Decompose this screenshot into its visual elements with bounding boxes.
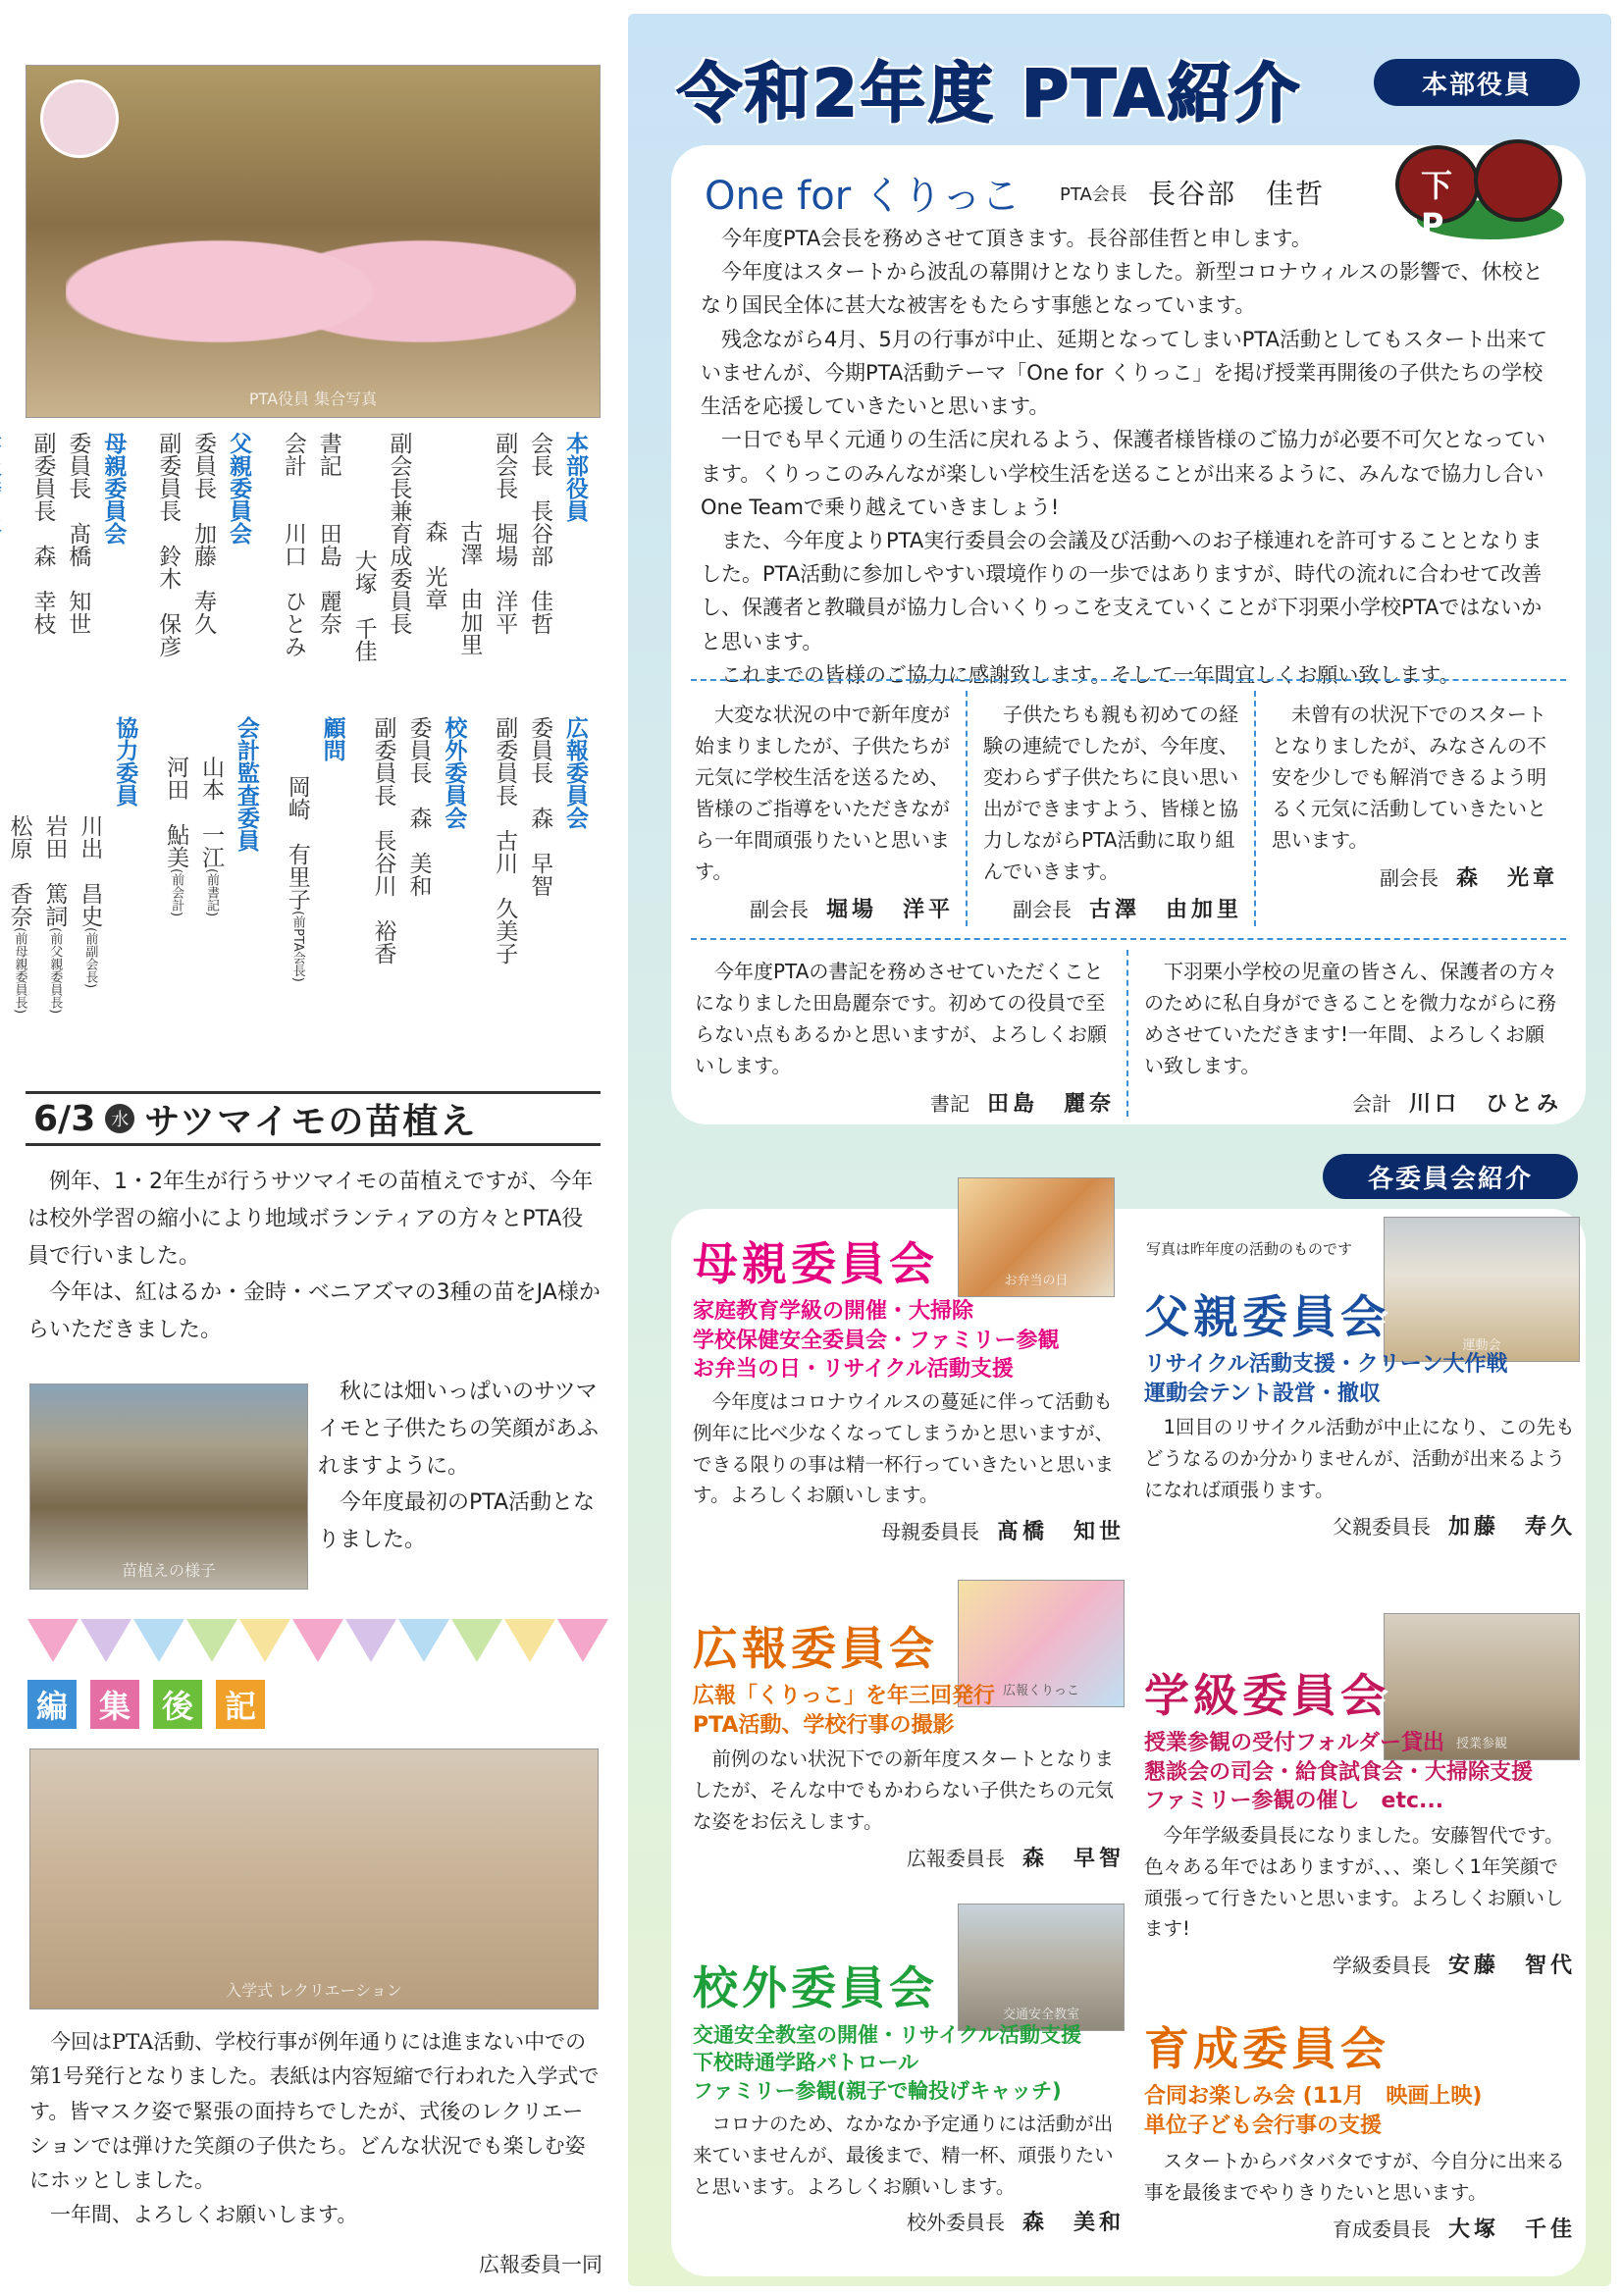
roster-name: 岡崎 有里子 [284,775,310,911]
roster-role: 会長 [527,432,553,477]
president-box [671,145,1586,1124]
committee-sub-line: PTA活動、学校行事の撮影 [693,1712,955,1738]
roster-name: 鈴木 保彦 [155,545,182,657]
roster-name: 河田 鮎美 [163,756,189,868]
president-para: 今年度はスタートから波乱の幕開けとなりました。新型コロナウィルスの影響で、休校となり国民全体に甚大な被害をもたらす事態となっています。 [701,260,1544,318]
roster-role: 副委員長 [29,432,56,522]
planting-text-top [27,1164,601,1349]
committee-sub [1144,1350,1576,1408]
officer-sign [1272,861,1558,892]
committee-sub [693,2021,1125,2105]
page-title: 令和2年度 PTA紹介 [677,56,1303,131]
planting-date: 6/3 [33,1098,96,1139]
committee-title: 校外委員会 [693,1961,938,2014]
roster-role: 委員長 [405,716,432,784]
afterword-heading [27,1680,265,1729]
committee-sub [693,1682,1125,1740]
planting-title: サツマイモの苗植え [144,1101,478,1142]
committee-pr [693,1613,1125,1872]
roster-name: 古澤 由加里 [456,520,483,655]
committee-sub-line: 懇談会の司会・給食試食会・大掃除支援 [1144,1759,1534,1785]
officer-role: 副会長 [1012,898,1072,921]
committee-sub [1144,1729,1576,1816]
roster-name: 堀場 洋平 [492,522,518,635]
committee-head-name: 森 早智 [1021,1846,1125,1871]
roster-name: 山本 一江 [197,756,224,868]
roster-head: 協力委員 [112,716,138,807]
photo-label: 入学式 レクリエーション [226,1981,402,2000]
afterword-para-2: 一年間、よろしくお願いします。 [50,2203,358,2227]
committee-sub-line: 授業参観の受付フォルダー貸出 [1144,1731,1445,1755]
roster-note: (前書記) [203,868,219,917]
photo-label: 運動会 [1462,1338,1501,1353]
roster-head: 会計監査委員 [233,716,259,852]
committee-text: 今年学級委員長になりました。安藤智代です。色々ある年ではありますが、、、楽しく1年笑顔で頑張って行きたいと思います。よろしくお願いします! [1144,1824,1564,1941]
roster-head: 母親委員会 [100,432,127,545]
committee-sub-line: 合同お楽しみ会 (11月 映画上映) [1144,2084,1483,2109]
committee-sub-line: リサイクル活動支援・クリーン大作戦 [1144,1352,1508,1377]
roster-name: 川出 昌史 [77,814,103,927]
roster-name: 森 早智 [527,807,553,897]
planting-para-2: 今年は、紅はるか・金時・ベニアズマの3種の苗をJA様からいただきました。 [27,1280,601,1343]
officer-message [685,952,1125,1122]
committee-fathers [1144,1281,1576,1540]
divider [1126,950,1128,1117]
committee-class [1144,1660,1576,1979]
afterword-photo [29,1748,599,2009]
roster-head: 父親委員会 [225,432,251,545]
roster-head: 校外委員会 [441,716,467,829]
divider [1254,691,1256,926]
afterword-char: 後 [153,1680,202,1729]
committee-sub-line: 下校時通学路パトロール [693,2051,919,2075]
photo-label: PTA役員 集合写真 [248,390,378,408]
roster-name: 森 美和 [405,807,432,897]
afterword-para-1: 今回はPTA活動、学校行事が例年通りには進まない中での第1号発行となりました。表紙は内容短縮で行われた入学式です。皆マスク姿で緊張の面持ちでしたが、式後のレクリエーションでは弾けた笑顔の子供たち。どんな状況でも楽しむ姿にホッとしました。 [29,2030,600,2193]
officer-name: 堀場 洋平 [825,898,954,922]
roster-role: 書記 [315,432,341,477]
bunting [27,1619,602,1668]
photo-label: 広報くりっこ [1002,1684,1079,1698]
committee-sub-line: 家庭教育学級の開催・大掃除 [693,1299,974,1324]
roster-note: (前母親委員長) [12,927,27,1015]
committee-sign [693,2206,1125,2236]
planting-para-4: 今年度最初のPTA活動となりました。 [318,1490,596,1553]
divider [691,938,1566,940]
committee-sub [1144,2082,1576,2140]
roster-role: 委員長 [65,432,91,499]
officer-text: 大変な状況の中で新年度が始まりましたが、子供たちが元気に学校生活を送るため、皆様のご指導をいただきながら一年間頑張りたいと思います。 [695,703,950,883]
roster-name: 川口 ひとみ [280,522,306,657]
afterword-char: 記 [216,1680,265,1729]
president-role: PTA会長 [1060,184,1127,205]
committee-sub [693,1297,1125,1384]
committee-head-name: 髙橋 知世 [996,1520,1125,1545]
officer-name: 森 光章 [1455,866,1558,891]
photo-label: 苗植えの様子 [121,1561,216,1580]
officer-text: 下羽栗小学校の児童の皆さん、保護者の方々のために私自身ができることを微力ながらに務めさせていただきます!一年間、よろしくお願い致します。 [1144,960,1558,1077]
afterword-char: 編 [27,1680,77,1729]
officer-sign [983,893,1242,923]
committee-sub-line: 交通安全教室の開催・リサイクル活動支援 [693,2023,1082,2047]
group-figures [66,174,576,370]
roster-block-2 [0,716,589,1070]
photo-label: お弁当の日 [1004,1274,1069,1288]
officer-sign [695,893,954,923]
committee-text: スタートからバタバタですが、今自分に出来る事を最後までやりきりたいと思います。 [1144,2150,1565,2205]
roster-name: 森 幸枝 [29,545,56,635]
committees-badge: 各委員会紹介 [1323,1154,1578,1199]
officer-sign [695,1087,1115,1118]
officers-group-photo [26,65,601,418]
officer-text: 今年度PTAの書記を務めさせていただくことになりました田島麗奈です。初めての役員で至らない点もあるかと思いますが、よろしくお願いします。 [695,960,1107,1077]
roster-name: 長谷部 佳哲 [527,499,553,635]
divider [691,679,1566,681]
roster-block-1 [0,432,589,726]
officer-role: 書記 [929,1092,969,1116]
committee-title: 父親委員会 [1144,1290,1389,1343]
committee-sign [693,1515,1125,1545]
officer-message [685,695,964,927]
committee-outside [693,1953,1125,2236]
committee-sub-line: 運動会テント設営・撤収 [1144,1381,1381,1406]
committee-sign [1144,1949,1576,1979]
roster-name: 岩田 篤詞 [41,814,68,927]
committees-photo-note: 写真は昨年度の活動のものです [1146,1240,1353,1258]
committee-head-name: 安藤 智代 [1447,1954,1576,1979]
committee-title: 学級委員会 [1144,1669,1389,1722]
roster-name: 森 光章 [421,520,447,610]
header-badge: 本部役員 [1374,59,1580,106]
committee-role: 学級委員長 [1332,1954,1431,1978]
committee-sub-line: 単位子ども会行事の支援 [1144,2113,1383,2138]
president-para: また、今年度よりPTA実行委員会の会議及び活動へのお子様連れを許可することとなりました。PTA活動に参加しやすい環境作りの一歩ではありますが、時代の流れに合わせて改善し、保護者と教職員が協力し合いくりっこを支えていくことが下羽栗小学校PTAではないかと思います。 [701,528,1543,653]
roster-name: 長谷川 裕香 [370,829,396,965]
roster-role: 副委員長 [155,432,182,522]
president-para: 今年度PTA会長を務めさせて頂きます。長谷部佳哲と申します。 [721,227,1312,250]
officer-name: 田島 麗奈 [986,1092,1115,1117]
committee-sign [693,1842,1125,1872]
committee-head-name: 大塚 千佳 [1447,2217,1576,2242]
president-para: 残念ながら4月、5月の行事が中止、延期となってしまいPTA活動としてもスタート出来ていませんが、今期PTA活動テーマ「One for くりっこ」を掲げ授業再開後の子供たちの学校生活を応援していきたいと思います。 [701,327,1547,419]
roster-name: 古川 久美子 [492,829,518,965]
planting-title-bar [26,1091,601,1146]
officer-text: 未曾有の状況下でのスタートとなりましたが、みなさんの不安を少しでも解消できるよう明るく元気に活動していきたいと思います。 [1272,703,1546,852]
committee-sign [1144,1510,1576,1540]
committee-title: 育成委員会 [1144,2022,1389,2075]
committee-role: 父親委員長 [1332,1514,1431,1539]
committee-sub-line: ファミリー参観の催し etc... [1144,1789,1444,1814]
officer-message [1262,695,1568,896]
planting-para-1: 例年、1・2年生が行うサツマイモの苗植えですが、今年は校外学習の縮小により地域ボランティアの方々とPTA役員で行いました。 [27,1170,594,1269]
committee-role: 育成委員長 [1332,2217,1431,2241]
photo-label: 交通安全教室 [1002,2008,1079,2022]
roster-role: 委員長 [190,432,217,499]
afterword-sign: 広報委員一同 [479,2252,602,2276]
roster-role: 副会長兼育成委員長 [386,432,412,635]
committee-title: 広報委員会 [693,1622,938,1675]
officer-role: 副会長 [1379,866,1439,890]
planting-photo [29,1383,308,1590]
committee-text: 前例のない状況下での新年度スタートとなりましたが、そんな中でもかわらない子供たちの元気な姿をお伝えします。 [693,1748,1115,1833]
president-message [701,222,1560,692]
divider [966,691,968,926]
roster-role: 副会長 [492,432,518,499]
planting-weekday-badge: 水 [105,1104,134,1133]
committee-role: 広報委員長 [906,1846,1005,1870]
roster-role: 委員長 [527,716,553,784]
committee-youth [1144,2013,1576,2243]
roster-name: 松原 香奈 [6,814,32,927]
afterword-text [29,2025,602,2278]
president-para: 一日でも早く元通りの生活に戻れるよう、保護者様皆様のご協力が必要不可欠となっています。くりっこのみんなが楽しい学校生活を送ることが出来るように、みんなで協力し合いOne Teamで乗り越えていきましょう! [701,428,1545,519]
committee-sub-line: 学校保健安全委員会・ファミリー参観 [693,1328,1060,1353]
planting-para-3: 秋には畑いっぱいのサツマイモと子供たちの笑顔があふれますように。 [318,1380,600,1479]
president-para: これまでの皆様のご協力に感謝致します。そして一年間宜しくお願い致します。 [721,662,1460,687]
committee-text: コロナのため、なかなか予定通りには活動が出来ていませんが、最後まで、精一杯、頑張りたいと思います。よろしくお願いします。 [693,2113,1114,2198]
president-heading: One for くりっこ [705,174,1021,219]
roster-role: 会計 [280,432,306,477]
mascot-text: 下P [1421,167,1502,243]
president-name: 長谷部 佳哲 [1148,178,1326,210]
roster-name: 加藤 寿久 [190,522,217,635]
officer-text: 子供たちも親も初めての経験の連続でしたが、今年度、変わらず子供たちに良い思い出ができますよう、皆様と協力しながらPTA活動に取り組んでいきます。 [983,703,1238,883]
committee-sub-line: お弁当の日・リサイクル活動支援 [693,1357,1014,1383]
committee-title: 母親委員会 [693,1237,938,1290]
roster-name: 大塚 千佳 [350,549,377,662]
officer-name: 古澤 由加里 [1088,898,1242,922]
officer-name: 川口 ひとみ [1408,1092,1562,1117]
committee-mothers [693,1228,1125,1545]
officer-sign [1144,1087,1562,1118]
roster-role: 副委員長 [492,716,518,807]
officer-message [973,695,1252,927]
committee-sub-line: 広報「くりっこ」を年三回発行 [693,1684,996,1708]
committee-sign [1144,2213,1576,2243]
roster-note: (前会計) [169,868,184,917]
roster-note: (前PTA会長) [289,911,305,982]
roster-name: 髙橋 知世 [65,522,91,635]
roster-head: 本部役員 [562,432,588,522]
roster-role: 副委員長 [370,716,396,807]
roster-note: (前父親委員長) [47,927,63,1015]
roster-head: 広報委員会 [562,716,588,829]
committee-text: 今年度はコロナウイルスの蔓延に伴って活動も例年に比べ少なくなってしまうかと思いますが、できる限りの事は精一杯行っていきたいと思います。よろしくお願いします。 [693,1390,1115,1507]
committee-role: 校外委員長 [906,2211,1005,2235]
committee-text: 1回目のリサイクル活動が中止になり、この先もどうなるのか分かりませんが、活動が出来るようになれば頑張ります。 [1144,1416,1575,1501]
roster-head: 顧問 [319,716,345,761]
photo-label: 授業参観 [1455,1737,1507,1751]
officer-role: 会計 [1351,1092,1391,1116]
roster-note: (前副会長) [82,927,98,989]
committee-sub-line: ファミリー参観(親子で輪投げキャッチ) [693,2078,1062,2103]
officer-role: 副会長 [749,898,809,921]
committee-role: 母親委員長 [880,1520,979,1544]
committee-head-name: 加藤 寿久 [1447,1514,1576,1539]
committee-head-name: 森 美和 [1021,2211,1125,2236]
roster-head [0,432,1,545]
planting-text-side [318,1374,602,1559]
portrait-inset [40,79,119,158]
roster-name: 田島 麗奈 [315,522,341,635]
afterword-char: 集 [90,1680,139,1729]
officer-message [1134,952,1572,1122]
